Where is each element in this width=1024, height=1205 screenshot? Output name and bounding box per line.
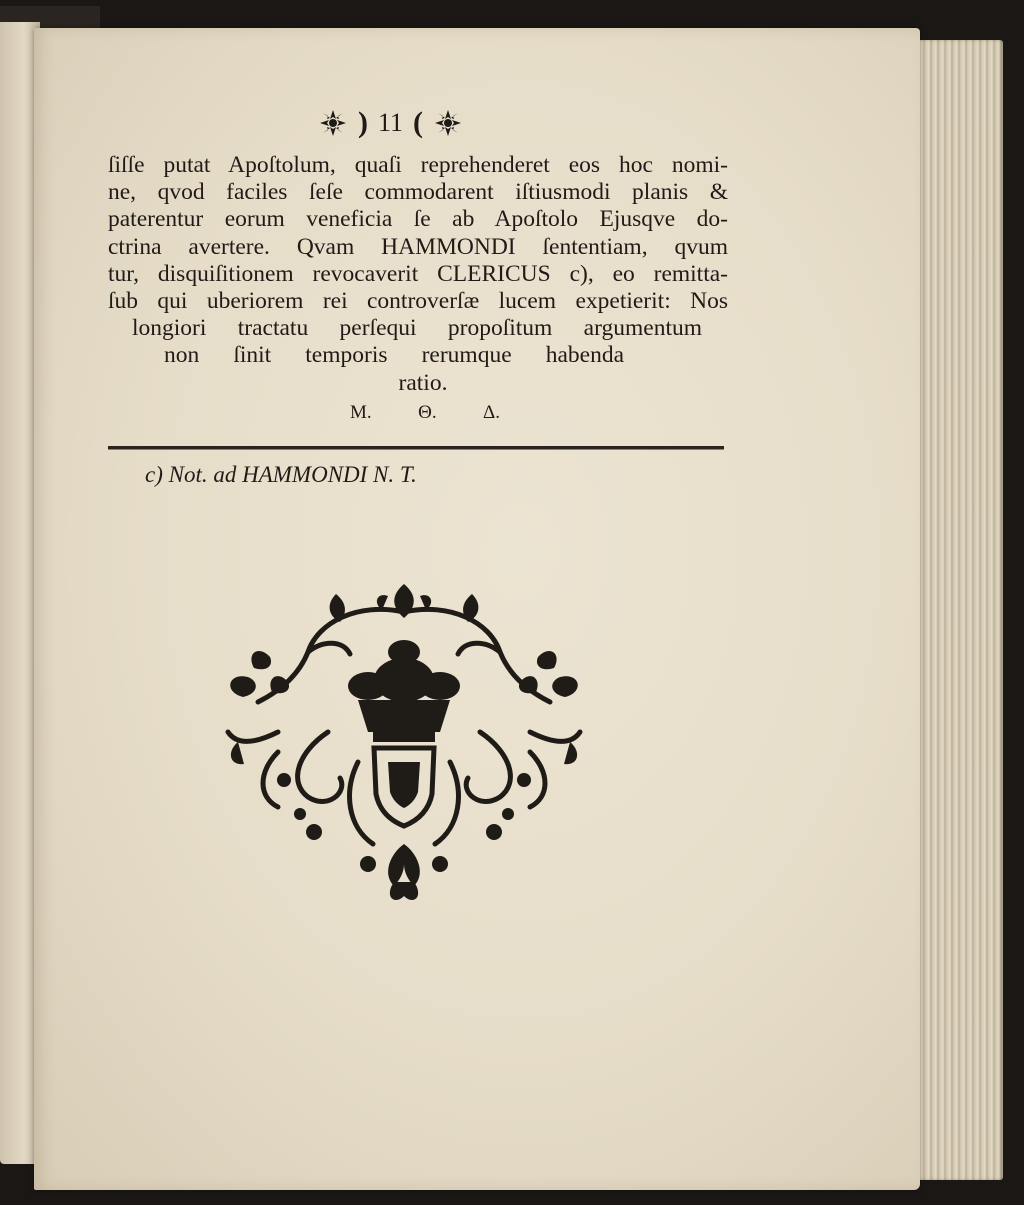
body-line: ſiſſe putat Apoſtolum, quaſi reprehenderet eos hoc nomi- xyxy=(108,152,728,178)
floral-basket-ornament-icon xyxy=(218,582,590,908)
signoff-letter: Δ. xyxy=(483,402,500,423)
body-line: longiori tractatu perſequi propoſitum argumentum xyxy=(132,315,702,342)
fleuron-icon xyxy=(433,108,463,138)
running-header xyxy=(318,104,518,142)
body-line: non ſinit temporis rerumque habenda xyxy=(164,342,624,369)
footnote-marker: c) xyxy=(145,462,163,487)
body-line: ſub qui uberiorem rei controverſæ lucem expetierit: Nos xyxy=(108,288,728,315)
body-line: paterentur eorum veneficia ſe ab Apoſtolo Ejusqve do- xyxy=(108,206,728,233)
footnote-rule xyxy=(108,446,724,449)
body-text xyxy=(108,152,728,397)
body-line: ratio. xyxy=(398,369,448,396)
body-line: ne, qvod faciles ſeſe commodarent iſtiusmodi planis & xyxy=(108,179,728,206)
body-line: tur, disquiſitionem revocaverit CLERICUS c), eo remitta- xyxy=(108,260,728,287)
header-paren-left: ) xyxy=(358,106,368,139)
signoff-initials xyxy=(350,402,500,424)
header-paren-right: ( xyxy=(413,106,424,139)
signoff-letter: Θ. xyxy=(418,402,437,423)
footnote-text: Not. ad HAMMONDI N. T. xyxy=(168,462,417,487)
page-number: 11 xyxy=(378,108,404,137)
footnote xyxy=(145,462,417,488)
body-line: ctrina avertere. Qvam HAMMONDI ſententiam, qvum xyxy=(108,233,728,260)
signoff-letter: M. xyxy=(350,402,372,423)
fleuron-icon xyxy=(318,108,348,138)
